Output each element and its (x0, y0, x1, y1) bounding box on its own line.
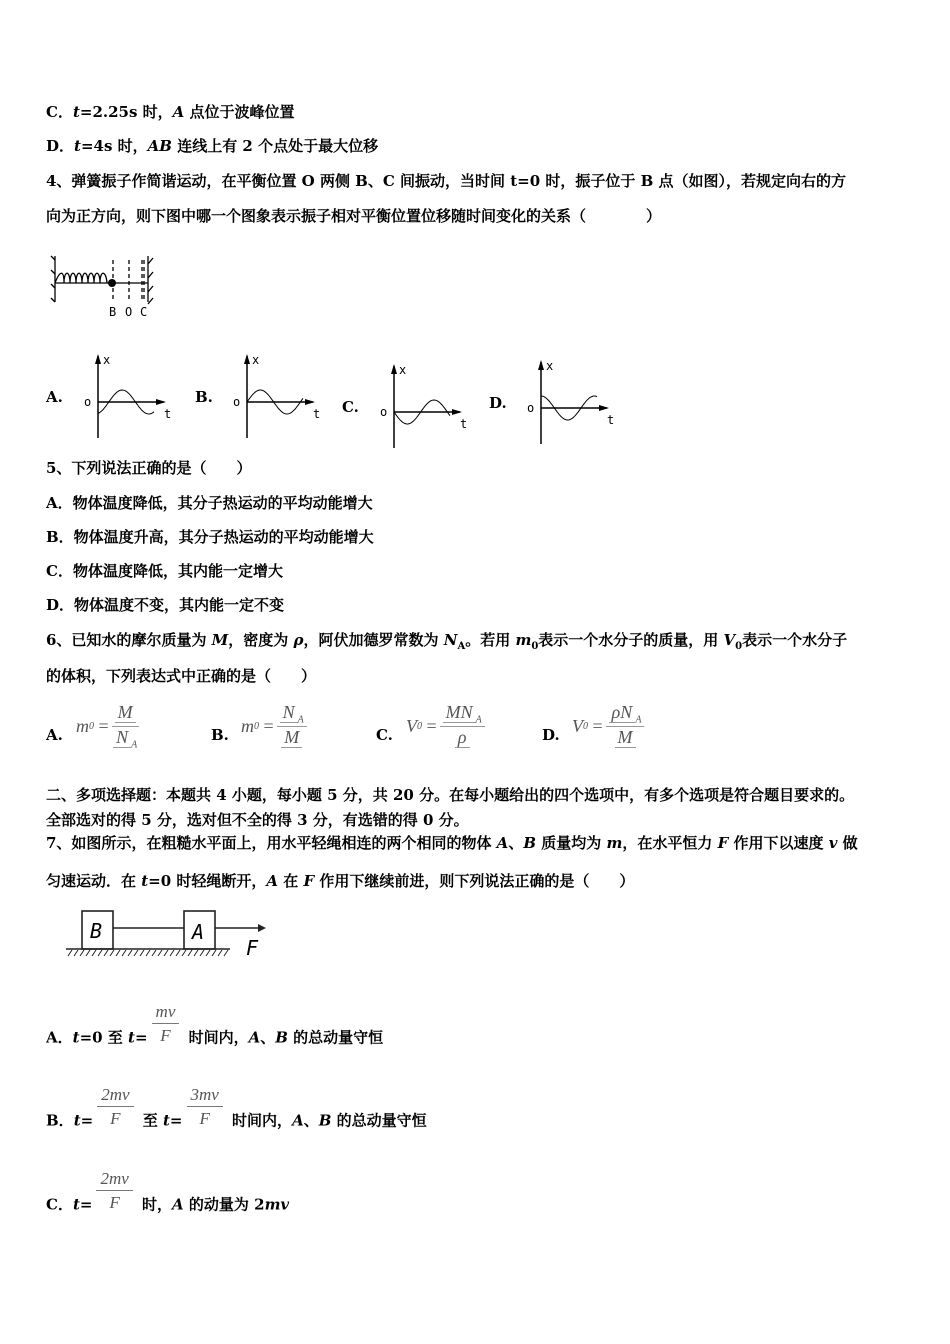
fraction (112, 702, 139, 750)
var: t (141, 872, 149, 890)
text: 做 (837, 834, 858, 852)
var: A (292, 1111, 304, 1130)
denominator: F (160, 1026, 171, 1045)
q4-option-b[interactable] (195, 352, 325, 442)
var: t (162, 1111, 170, 1130)
var: mv (264, 1195, 290, 1214)
q7-option-a[interactable] (46, 1002, 384, 1062)
numerator (112, 702, 139, 727)
numerator (277, 702, 307, 727)
option-label: C. (342, 398, 359, 416)
text: 的总动量守恒 (331, 1111, 427, 1130)
text: 作用下以速度 (728, 834, 829, 852)
var: B (275, 1028, 288, 1047)
text: 6、已知水的摩尔质量为 (46, 631, 212, 649)
sub: A (457, 641, 466, 652)
section2-line2: 全部选对的得 5 分，选对但不全的得 3 分，有选错的得 0 分。 (46, 811, 469, 829)
num: N (280, 702, 298, 723)
label-o: O (125, 305, 133, 319)
axis-label-x: x (103, 353, 111, 367)
text: ，阿伏加德罗常数为 (303, 631, 444, 649)
q5-option-d[interactable]: D．物体温度不变，其内能一定不变 (46, 596, 285, 614)
force-arrow-icon (258, 924, 266, 932)
denominator (455, 727, 470, 751)
num: MN (443, 702, 476, 723)
q3-option-d[interactable] (46, 136, 378, 156)
equals: = (263, 715, 274, 736)
text: =2.25s 时， (79, 103, 173, 121)
q6-stem-line1 (46, 630, 847, 657)
fraction (187, 1084, 223, 1131)
formula (406, 702, 485, 750)
text: 、 (508, 834, 524, 852)
var: t (74, 137, 81, 155)
lhs: m (241, 715, 254, 736)
option-label: D. (542, 726, 560, 744)
text: =4s 时， (80, 137, 148, 155)
text: 匀速运动．在 (46, 872, 142, 890)
formula (76, 702, 139, 750)
axis-label-x: x (252, 353, 260, 367)
text: ，在水平恒力 (622, 834, 718, 852)
sub: A (475, 714, 482, 726)
oscillator-ball (108, 279, 116, 287)
option-label: A. (46, 388, 63, 406)
var: t (72, 1195, 80, 1214)
displacement-time-graph (527, 358, 647, 448)
sub: 0 (417, 720, 422, 732)
q4-option-c[interactable] (342, 362, 472, 452)
label: C． (46, 1195, 73, 1214)
text: 、 (260, 1028, 276, 1047)
lhs: V (406, 715, 417, 736)
label: C． (46, 103, 73, 121)
label-a: A (192, 920, 205, 944)
origin-label: o (380, 405, 388, 419)
var: AB (147, 137, 172, 155)
axis-label-x: x (399, 363, 407, 377)
sub: A (131, 739, 138, 751)
q7-option-c[interactable] (46, 1169, 290, 1229)
displacement-time-graph (84, 352, 204, 442)
denominator: F (110, 1109, 121, 1128)
sub: A (635, 714, 642, 726)
var: A (266, 872, 279, 890)
text: =0 至 (79, 1028, 129, 1047)
var: F (303, 872, 315, 890)
q7-stem-line1 (46, 833, 858, 853)
sub: 0 (531, 641, 539, 652)
option-label: D. (489, 394, 507, 412)
axis-label-t: t (313, 407, 321, 421)
axis-label-x: x (546, 359, 554, 373)
denominator (281, 727, 302, 751)
label: B． (46, 1111, 74, 1130)
q7-stem-line2 (46, 871, 634, 891)
var: t (128, 1028, 135, 1047)
lhs: m (76, 715, 89, 736)
equals: = (98, 715, 109, 736)
text: 的总动量守恒 (287, 1028, 384, 1047)
var: F (717, 834, 729, 852)
formula (572, 702, 644, 750)
var: M (211, 631, 229, 649)
numerator: 2mv (96, 1168, 132, 1191)
q3-option-c[interactable] (46, 102, 295, 122)
q6-stem-line2: 的体积，下列表达式中正确的是（ ） (46, 667, 317, 685)
var: N (443, 631, 458, 649)
spring-oscillator-diagram (50, 252, 165, 322)
var: ρ (293, 631, 304, 649)
fraction (152, 1001, 180, 1048)
sub: A (297, 714, 304, 726)
q5-option-a[interactable]: A．物体温度降低，其分子热运动的平均动能增大 (46, 494, 373, 512)
text: 的动量为 2 (183, 1195, 265, 1214)
text: 时， (136, 1195, 173, 1214)
sub: 0 (89, 720, 94, 732)
label: A． (46, 1028, 73, 1047)
equals: = (592, 715, 603, 736)
q6-option-b[interactable] (211, 700, 361, 756)
label-b: B (90, 919, 103, 943)
axis-label-t: t (460, 417, 468, 431)
var: t (72, 103, 80, 121)
displacement-time-graph (233, 352, 353, 442)
option-label: B. (211, 726, 229, 744)
numerator: 2mv (97, 1084, 133, 1107)
option-label: C. (376, 726, 393, 744)
sub: 0 (735, 641, 743, 652)
section2-line1: 二、多项选择题：本题共 4 小题，每小题 5 分，共 20 分。在每小题给出的四个选项中，有多个选项是符合题目要求的。 (46, 786, 855, 804)
numerator: 3mv (187, 1084, 223, 1107)
q4-stem-line1: 4、弹簧振子作简谐运动，在平衡位置 O 两侧 B、C 间振动，当时间 t=0 时，振子位于 B 点（如图），若规定向右的方 (46, 172, 847, 190)
text: = (169, 1111, 183, 1130)
axis-label-t: t (607, 413, 615, 427)
q6-option-d[interactable] (542, 700, 692, 756)
text: 在 (278, 872, 304, 890)
q6-option-a[interactable] (46, 700, 196, 756)
formula (241, 702, 307, 750)
label-b: B (109, 305, 117, 319)
var: t (72, 1028, 80, 1047)
var: m (606, 834, 623, 852)
q4-stem-line2: 向为正方向，则下图中哪一个图象表示振子相对平衡位置位移随时间变化的关系（ ） (46, 207, 662, 225)
den: M (281, 727, 302, 748)
var: V (723, 631, 736, 649)
text: ，密度为 (228, 631, 294, 649)
text: 表示一个水分子 (742, 631, 848, 649)
den: N (113, 727, 131, 748)
q4-option-a[interactable] (46, 352, 176, 442)
text: 表示一个水分子的质量，用 (538, 631, 724, 649)
denominator: F (199, 1109, 210, 1128)
displacement-time-graph (380, 362, 500, 452)
q6-option-c[interactable] (376, 700, 526, 756)
fraction (606, 702, 645, 750)
numerator (606, 702, 645, 727)
var: A (172, 1195, 184, 1214)
den: M (615, 727, 636, 748)
text: 、 (303, 1111, 319, 1130)
option-label: A. (46, 726, 63, 744)
text: 作用下继续前进，则下列说法正确的是（ ） (314, 872, 635, 890)
var: v (828, 834, 838, 852)
q5-option-b[interactable]: B．物体温度升高，其分子热运动的平均动能增大 (46, 528, 374, 546)
sub: 0 (254, 720, 259, 732)
label-f: F (246, 936, 259, 960)
var: A (496, 834, 509, 852)
num: M (115, 702, 136, 723)
q4-option-d[interactable] (489, 358, 619, 448)
origin-label: o (84, 395, 92, 409)
origin-label: o (233, 395, 241, 409)
option-label: B. (195, 388, 213, 406)
label: D． (46, 137, 75, 155)
fraction (96, 1168, 132, 1215)
q5-stem: 5、下列说法正确的是（ ） (46, 459, 252, 477)
num: ρN (609, 702, 636, 723)
axis-label-t: t (164, 407, 172, 421)
text: = (80, 1111, 94, 1130)
label-c: C (140, 305, 148, 319)
text: 点位于波峰位置 (184, 103, 295, 121)
var: t (73, 1111, 81, 1130)
denominator: F (109, 1193, 120, 1212)
var: B (523, 834, 537, 852)
var: m (515, 631, 532, 649)
denominator (615, 727, 636, 751)
text: = (79, 1195, 93, 1214)
denominator (113, 727, 137, 751)
lhs: V (572, 715, 583, 736)
var: B (318, 1111, 332, 1130)
text: 。若用 (465, 631, 516, 649)
fraction (277, 702, 307, 750)
blocks-diagram (60, 908, 270, 968)
sub: 0 (583, 720, 588, 732)
text: 7、如图所示，在粗糙水平面上，用水平轻绳相连的两个相同的物体 (46, 834, 497, 852)
text: 连线上有 2 个点处于最大位移 (171, 137, 379, 155)
text: = (134, 1028, 148, 1047)
text: =0 时轻绳断开， (148, 872, 267, 890)
text: 至 (137, 1111, 163, 1130)
text: 质量均为 (536, 834, 607, 852)
fraction (97, 1084, 133, 1131)
numerator (440, 702, 485, 727)
fraction (440, 702, 485, 750)
q5-option-c[interactable]: C．物体温度降低，其内能一定增大 (46, 562, 283, 580)
numerator: mv (152, 1001, 180, 1024)
origin-label: o (527, 401, 535, 415)
var: A (248, 1028, 261, 1047)
var: A (172, 103, 185, 121)
equals: = (426, 715, 437, 736)
q7-option-b[interactable] (46, 1085, 427, 1145)
text: 时间内， (183, 1028, 249, 1047)
text: 时间内， (226, 1111, 293, 1130)
den: ρ (455, 727, 470, 748)
